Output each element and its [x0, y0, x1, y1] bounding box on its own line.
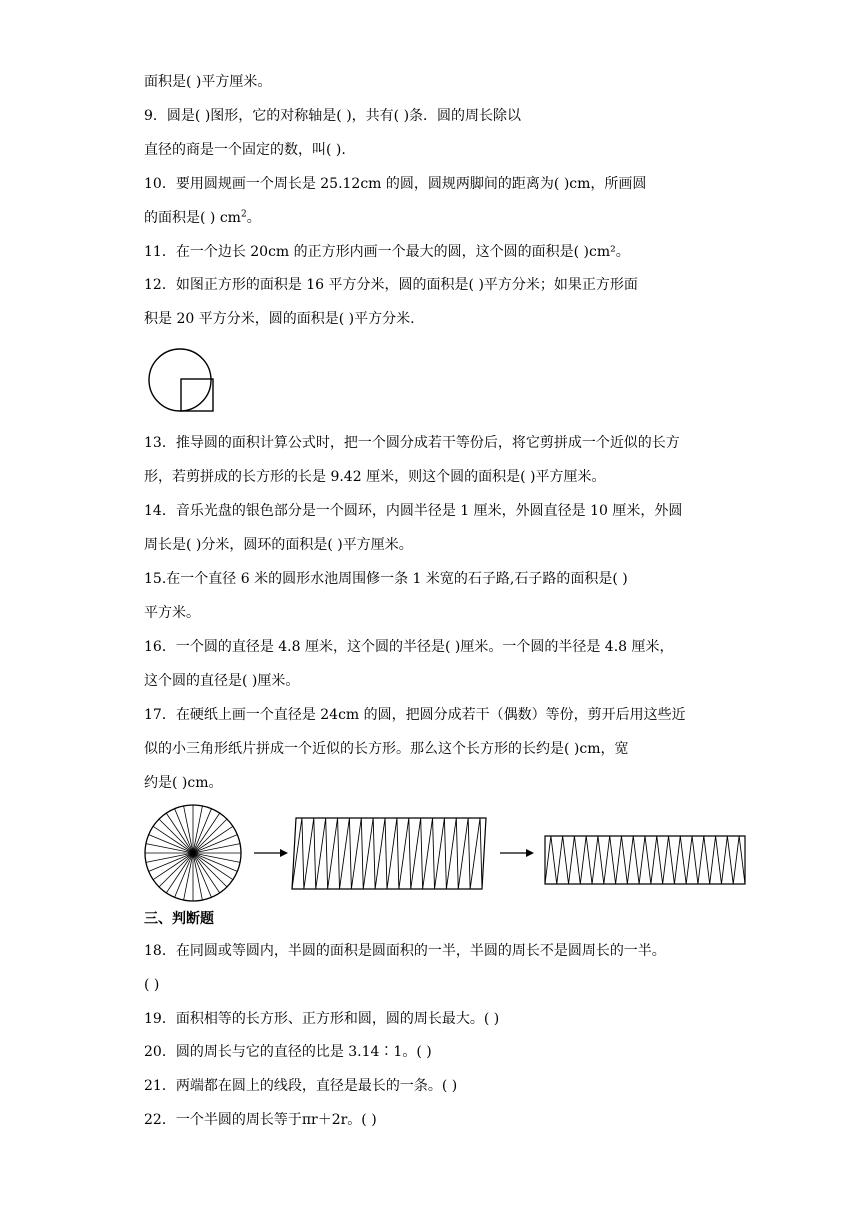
q8-continuation: 面积是( )平方厘米。 [144, 74, 272, 90]
arrow-1-head [280, 849, 288, 857]
q15-line1: 15.在一个直径 6 米的圆形水池周围修一条 1 米宽的石子路,石子路的面积是( ) [144, 571, 628, 587]
section-title-judgement: 三、判断题 [144, 911, 214, 927]
circle-sector-line [193, 819, 227, 853]
rearranged-rectangle-teeth [545, 836, 745, 884]
q18-line1: 18．在同圆或等圆内，半圆的面积是圆面积的一半，半圆的周长不是圆周长的一半。 [144, 943, 666, 959]
q9-line1: 9．圆是( )图形，它的对称轴是( )，共有( )条．圆的周长除以 [144, 108, 522, 124]
circle-square-figure [146, 344, 216, 414]
q9-line2: 直径的商是一个固定的数，叫( ). [144, 142, 346, 158]
q13-line2: 形，若剪拼成的长方形的长是 9.42 厘米，则这个圆的面积是( )平方厘米。 [144, 469, 606, 485]
q13-line1: 13．推导圆的面积计算公式时，把一个圆分成若干等份后，将它剪拼成一个近似的长方 [144, 435, 680, 451]
q10-line2-text: 的面积是( ) cm [144, 210, 241, 226]
q19-line: 19．面积相等的长方形、正方形和圆，圆的周长最大。( ) [144, 1011, 500, 1027]
q14-line1: 14．音乐光盘的银色部分是一个圆环，内圆半径是 1 厘米，外圆直径是 10 厘米，外圆 [144, 503, 683, 519]
q10-line2 [144, 209, 261, 227]
q11-line: 11．在一个边长 20cm 的正方形内画一个最大的圆，这个圆的面积是( )cm²。 [144, 244, 630, 260]
circle-sector-line [159, 819, 193, 853]
q17-line2: 似的小三角形纸片拼成一个近似的长方形。那么这个长方形的长约是( )cm，宽 [144, 741, 629, 757]
circle-sector-line [159, 853, 193, 887]
q18-line2: ( ) [144, 977, 160, 993]
q12-line2: 积是 20 平方分米，圆的面积是( )平方分米. [144, 311, 415, 327]
q10-superscript: 2 [240, 209, 247, 220]
q20-line: 20．圆的周长与它的直径的比是 3.14∶1。( ) [144, 1044, 432, 1060]
arrow-2-head [526, 849, 534, 857]
q12-line1: 12．如图正方形的面积是 16 平方分米，圆的面积是( )平方分米；如果正方形面 [144, 277, 638, 293]
q14-line2: 周长是( )分米，圆环的面积是( )平方厘米。 [144, 537, 413, 553]
q22-line: 22．一个半圆的周长等于πr＋2r。( ) [144, 1112, 377, 1128]
q21-line: 21．两端都在圆上的线段，直径是最长的一条。( ) [144, 1078, 458, 1094]
rearranged-parallelogram-teeth [292, 818, 482, 889]
q17-line3: 约是( )cm。 [144, 775, 223, 791]
q10-line1: 10．要用圆规画一个周长是 25.12cm 的圆，圆规两脚间的距离为( )cm，所画圆 [144, 176, 647, 192]
q15-line2: 平方米。 [144, 605, 200, 621]
q16-line2: 这个圆的直径是( )厘米。 [144, 673, 300, 689]
q16-line1: 16．一个圆的直径是 4.8 厘米，这个圆的半径是( )厘米。一个圆的半径是 4.8 厘米， [144, 639, 674, 655]
q10-line2-end: 。 [246, 210, 261, 226]
circle-to-rectangle-figure [140, 800, 760, 900]
q17-line1: 17．在硬纸上画一个直径是 24cm 的圆，把圆分成若干（偶数）等份，剪开后用这些近 [144, 707, 686, 723]
circle-sector-line [193, 853, 227, 887]
